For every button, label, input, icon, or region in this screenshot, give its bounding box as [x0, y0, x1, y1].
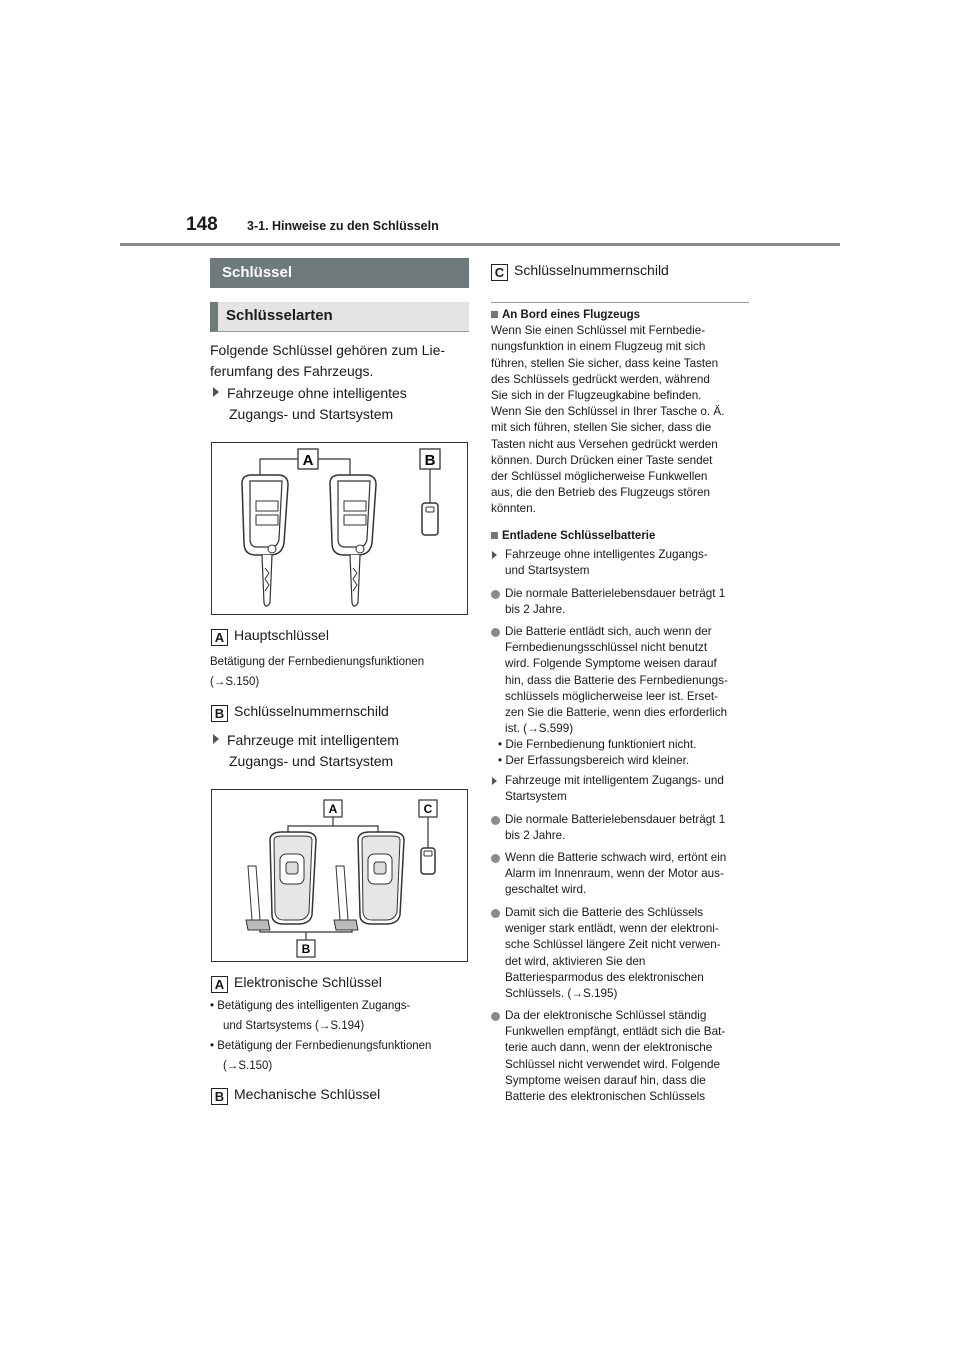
square-bullet-icon	[491, 311, 498, 318]
conventional-keys-illustration	[212, 443, 467, 614]
label-a-badge: A	[211, 976, 228, 993]
circle-bullet-icon	[491, 628, 500, 637]
note-remote-functions: Betätigung der Fernbedienungsfunktionen (→S.150)	[210, 656, 425, 688]
fig1-label-b: B	[424, 452, 436, 469]
fig2-label-a: A	[328, 802, 338, 816]
subsection-title: Schlüsselarten	[210, 302, 469, 332]
chapter-title: 3-1. Hinweise zu den Schlüsseln	[247, 219, 439, 233]
circle-bullet-icon	[491, 590, 500, 599]
smart-key-1-icon	[246, 832, 316, 930]
heading-with-smart-key: Fahrzeuge mit intelligentem Zugangs- und Startsystem	[213, 730, 475, 772]
smart-key-2-icon	[334, 832, 404, 930]
battery-alarm: Wenn die Batterie schwach wird, ertönt ein Alarm im Innenraum, wenn der Motor aus- geschaltet wird.	[491, 850, 753, 899]
flight-section: An Bord eines Flugzeugs Wenn Sie einen Schlüssel mit Fernbedie- nungsfunktion in einem Flugzeug mit sich führen, stellen Sie sicher, dass keine Tasten des Schlüssels gedrückt werden, während Sie sich in der Flugzeugkabine befinden. Wenn Sie den Schlüssel in Ihrer Tasche o. Ä. mit sich führen, stellen Sie sicher, dass die Tasten nicht aus Versehen gedrückt werden können. Durch Drücken einer Taste sendet der Schlüssel möglicherweise Funkwellen aus, die den Betrieb des Flugzeugs stören könnten.	[491, 309, 725, 516]
legend-b-number-plate: B Schlüsselnummernschild	[211, 701, 473, 722]
battery-heading: Entladene Schlüsselbatterie	[491, 528, 753, 544]
circle-bullet-icon	[491, 854, 500, 863]
main-key-2-icon	[330, 475, 376, 606]
battery-drain-1: Die Batterie entlädt sich, auch wenn der Fernbedienungsschlüssel nicht benutzt wird. Folgende Symptome weisen darauf hin, dass die Batterie des Fernbedienungs- schlüssels möglicherweise leer ist. Erset- zen Sie die Batterie, wenn dies erforderlich ist. (→S.599)	[491, 624, 753, 737]
key-number-plate-icon	[421, 848, 435, 874]
smart-keys-illustration	[212, 790, 467, 961]
square-bullet-icon	[491, 532, 498, 539]
fig1-label-a: A	[302, 452, 314, 469]
key-figure-2	[211, 789, 468, 962]
legend-a-main-key: A Hauptschlüssel	[211, 625, 473, 646]
fig2-label-c: C	[423, 802, 433, 816]
electronic-key-bullets: • Betätigung des intelligenten Zugangs- und Startsystems (→S.194) • Betätigung der Fernbedienungsfunktionen (→S.150)	[210, 1000, 432, 1072]
intro-paragraph: Folgende Schlüssel gehören zum Lie- ferumfang des Fahrzeugs.	[210, 342, 446, 379]
column-divider	[491, 302, 749, 303]
circle-bullet-icon	[491, 909, 500, 918]
fig2-label-b: B	[301, 942, 311, 956]
key-figure-1	[211, 442, 468, 615]
sub-with-smart-key: Fahrzeuge mit intelligentem Zugangs- und Startsystem	[491, 773, 753, 805]
circle-bullet-icon	[491, 1012, 500, 1021]
triangle-bullet-icon	[492, 551, 497, 559]
battery-life-1: Die normale Batterielebensdauer beträgt 1 bis 2 Jahre.	[491, 586, 753, 618]
label-b-badge: B	[211, 1088, 228, 1105]
main-key-1-icon	[242, 475, 288, 606]
battery-life-2: Die normale Batterielebensdauer beträgt 1 bis 2 Jahre.	[491, 812, 753, 844]
battery-radio-waves: Da der elektronische Schlüssel ständig Funkwellen empfängt, entlädt sich die Bat- terie auch dann, wenn der elektronische Schlüssel nicht verwendet wird. Folgende Symptome weisen darauf hin, dass die Batterie des elektronischen Schlüssels	[491, 1008, 753, 1105]
legend-c-number-plate: C Schlüsselnummernschild	[491, 260, 753, 281]
triangle-bullet-icon	[492, 777, 497, 785]
section-title: Schlüssel	[210, 258, 469, 288]
label-b-badge: B	[211, 705, 228, 722]
legend-b-mechanical-keys: B Mechanische Schlüssel	[211, 1084, 473, 1105]
legend-a-electronic-keys: A Elektronische Schlüssel	[211, 972, 473, 993]
key-number-plate-icon	[422, 503, 438, 535]
triangle-bullet-icon	[213, 734, 219, 744]
circle-bullet-icon	[491, 816, 500, 825]
header-divider	[120, 243, 840, 246]
battery-saving-mode: Damit sich die Batterie des Schlüssels weniger stark entlädt, wenn der elektroni- sche Schlüssel längere Zeit nicht verwen- det wird, aktivieren Sie den Batteriesparmodus des elektronischen Schlüssels. (→S.195)	[491, 905, 753, 1002]
heading-without-smart-key: Fahrzeuge ohne intelligentes Zugangs- und Startsystem	[213, 383, 475, 425]
sub-without-smart-key: Fahrzeuge ohne intelligentes Zugangs- und Startsystem	[491, 547, 753, 579]
triangle-bullet-icon	[213, 387, 219, 397]
page-number: 148	[186, 214, 218, 235]
label-a-badge: A	[211, 629, 228, 646]
label-c-badge: C	[491, 264, 508, 281]
symptom-list: • Die Fernbedienung funktioniert nicht. • Der Erfassungsbereich wird kleiner.	[498, 738, 697, 768]
